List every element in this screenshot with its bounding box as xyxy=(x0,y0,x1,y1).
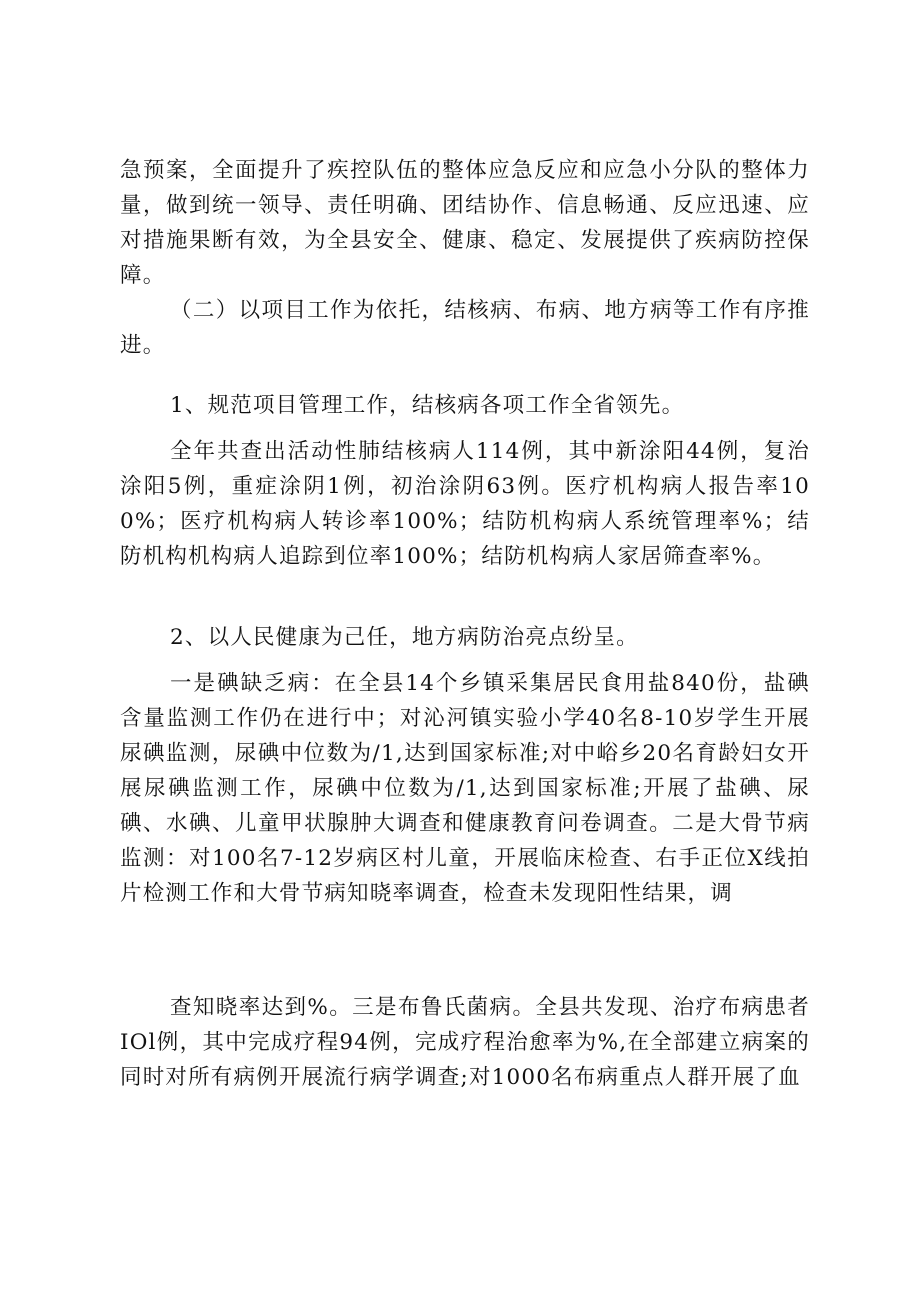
paragraph-brucellosis: 查知晓率达到%。三是布鲁氏菌病。全县共发现、治疗布病患者IOl例，其中完成疗程94例，完成疗程治愈率为%,在全部建立病案的同时对所有病例开展流行病学调查;对1000名布病重点人群开展了血 xyxy=(120,995,810,1090)
section-heading-two: （二）以项目工作为依托，结核病、布病、地方病等工作有序推进。 xyxy=(120,298,810,358)
subheading-endemic-disease: 2、以人民健康为己任，地方病防治亮点纷呈。 xyxy=(170,625,639,650)
paragraph-emergency-plan: 急预案，全面提升了疾控队伍的整体应急反应和应急小分队的整体力量，做到统一领导、责任明确、团结协作、信息畅通、反应迅速、应对措施果断有效，为全县安全、健康、稳定、发展提供了疾病防控保障。 xyxy=(120,158,810,288)
paragraph-iodine-deficiency: 一是碘缺乏病：在全县14个乡镇采集居民食用盐840份，盐碘含量监测工作仍在进行中；对沁河镇实验小学40名8-10岁学生开展尿碘监测，尿碘中位数为/1,达到国家标准;对中峪乡20名育龄妇女开展尿碘监测工作，尿碘中位数为/1,达到国家标准;开展了盐碘、尿碘、水碘、儿童甲状腺肿大调查和健康教育问卷调查。二是大骨节病监测：对100名7-12岁病区村儿童，开展临床检查、右手正位X线拍片检测工作和大骨节病知晓率调查，检查未发现阳性结果，调 xyxy=(120,671,810,906)
subheading-tuberculosis: 1、规范项目管理工作，结核病各项工作全省领先。 xyxy=(170,393,685,418)
paragraph-tuberculosis-stats: 全年共查出活动性肺结核病人114例，其中新涂阳44例，复治涂阳5例，重症涂阴1例，初治涂阴63例。医疗机构病人报告率100%；医疗机构病人转诊率100%；结防机构病人系统管理率%；结防机构机构病人追踪到位率100%；结防机构病人家居筛查率%。 xyxy=(120,439,810,569)
